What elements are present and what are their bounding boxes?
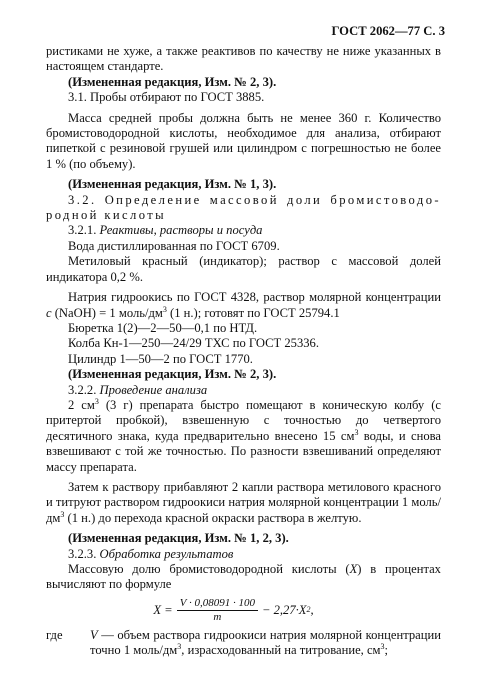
section-title: Реактивы, растворы и посуда [99, 223, 263, 238]
text-fragment: Затем к раствору прибавляют 2 капли раствора метилового красного и титруют раствором гидроокиси натрия молярной концентрации 1 моль/дм [46, 479, 441, 525]
text-fragment: Массовую долю бромистоводородной кислоты ( [68, 562, 350, 576]
text-fragment: с [46, 305, 52, 320]
section-3-2-heading: 3.2. Определение массовой доли бромистоводо-родной кислоты [46, 192, 441, 223]
superscript: 3 [94, 396, 99, 406]
where-label: где [46, 627, 63, 642]
reagent-methyl-red: Метиловый красный (индикатор); раствор с массовой долей индикатора 0,2 %. [46, 254, 441, 284]
formula-rhs: − 2,27·X [261, 602, 307, 617]
text-fragment: , израсходованный на титрование, см [181, 643, 381, 658]
text-fragment: (1 н.); готовят по ГОСТ 25794.1 [166, 305, 340, 320]
section-3-1: 3.1. Пробы отбирают по ГОСТ 3885. [68, 90, 265, 105]
section-number: 3.2.1. [68, 223, 97, 238]
formula-lhs: X = [153, 602, 173, 617]
equipment-buret: Бюретка 1(2)—2—50—0,1 по НТД. [68, 320, 258, 335]
page-header: ГОСТ 2062—77 С. 3 [331, 24, 445, 38]
section-number: 3.2.2. [68, 382, 97, 397]
formula-numerator: V · 0,08091 · 100 [177, 597, 258, 611]
paragraph-results [46, 562, 441, 593]
edit-note: (Измененная редакция, Изм. № 1, 3). [68, 177, 277, 192]
superscript: 3 [354, 427, 359, 437]
section-title: Обработка результатов [99, 546, 234, 561]
edit-note: (Измененная редакция, Изм. № 1, 2, 3). [68, 531, 289, 546]
text-fragment: воды, и снова взвешивают с той же точностью. По разности взвешиваний определяют массу препарата. [46, 428, 441, 474]
where-clause [46, 628, 441, 659]
text-fragment: Натрия гидроокись по ГОСТ 4328, раствор молярной концентрации [68, 290, 441, 305]
text-fragment: — объем раствора гидроокиси натрия молярной концентрации точно 1 моль/дм [90, 627, 441, 658]
superscript: 3 [60, 509, 65, 519]
text-fragment: (3 г) препарата быстро помещают в коническую колбу (с притертой пробкой), взвешенную с точностью до четвертого десятичного знака, куда предварительно внесено 15 см [46, 397, 441, 443]
reagent-naoh [46, 290, 441, 321]
superscript: 3 [162, 304, 167, 314]
paragraph-procedure [46, 398, 441, 475]
text-fragment: 2 см [68, 397, 95, 412]
where-definition [90, 628, 441, 659]
text-fragment: V [90, 627, 98, 642]
formula-fraction [177, 597, 258, 624]
superscript: 3 [177, 642, 182, 652]
paragraph-titration [46, 480, 441, 526]
formula-end: , [310, 602, 314, 617]
equipment-flask: Колба Кн-1—250—24/29 ТХС по ГОСТ 25336. [68, 336, 320, 351]
text-fragment: ; [384, 643, 389, 658]
reagent-water: Вода дистиллированная по ГОСТ 6709. [68, 238, 280, 253]
page-content [46, 44, 441, 659]
text-fragment: (1 н.) до перехода красной окраски раствора в желтую. [64, 510, 362, 525]
edit-note: (Измененная редакция, Изм. № 2, 3). [68, 367, 277, 382]
edit-note: (Измененная редакция, Изм. № 2, 3). [68, 74, 277, 89]
section-title: Проведение анализа [99, 382, 208, 397]
equipment-cylinder: Цилиндр 1—50—2 по ГОСТ 1770. [68, 351, 253, 366]
text-fragment: (NaOH) = 1 моль/дм [51, 305, 163, 320]
formula: X = $\frac{V \cdot 0,08091 \cdot 100}{m}$ − 2,27·X 2 , [153, 596, 314, 623]
section-number: 3.2.3. [68, 546, 97, 561]
formula-denominator: m [213, 610, 222, 623]
section-3-2-2-heading [46, 383, 441, 398]
superscript: 3 [380, 642, 385, 652]
paragraph-continuation: ристиками не хуже, а также реактивов по качеству не ниже указанных в настоящем стандарте. [46, 44, 441, 74]
section-3-2-1-heading [46, 223, 441, 238]
section-3-2-3-heading [46, 547, 441, 562]
paragraph-sample-mass: Масса средней пробы должна быть не менее 360 г. Количество бромистоводородной кислоты, необходимое для анализа, отбирают пипеткой с резиновой грушей или цилиндром с погрешностью не более 1 % (по объему). [46, 110, 441, 171]
text-fragment: ) в процентах вычисляют по формуле [46, 562, 441, 592]
text-fragment: X [349, 562, 358, 576]
